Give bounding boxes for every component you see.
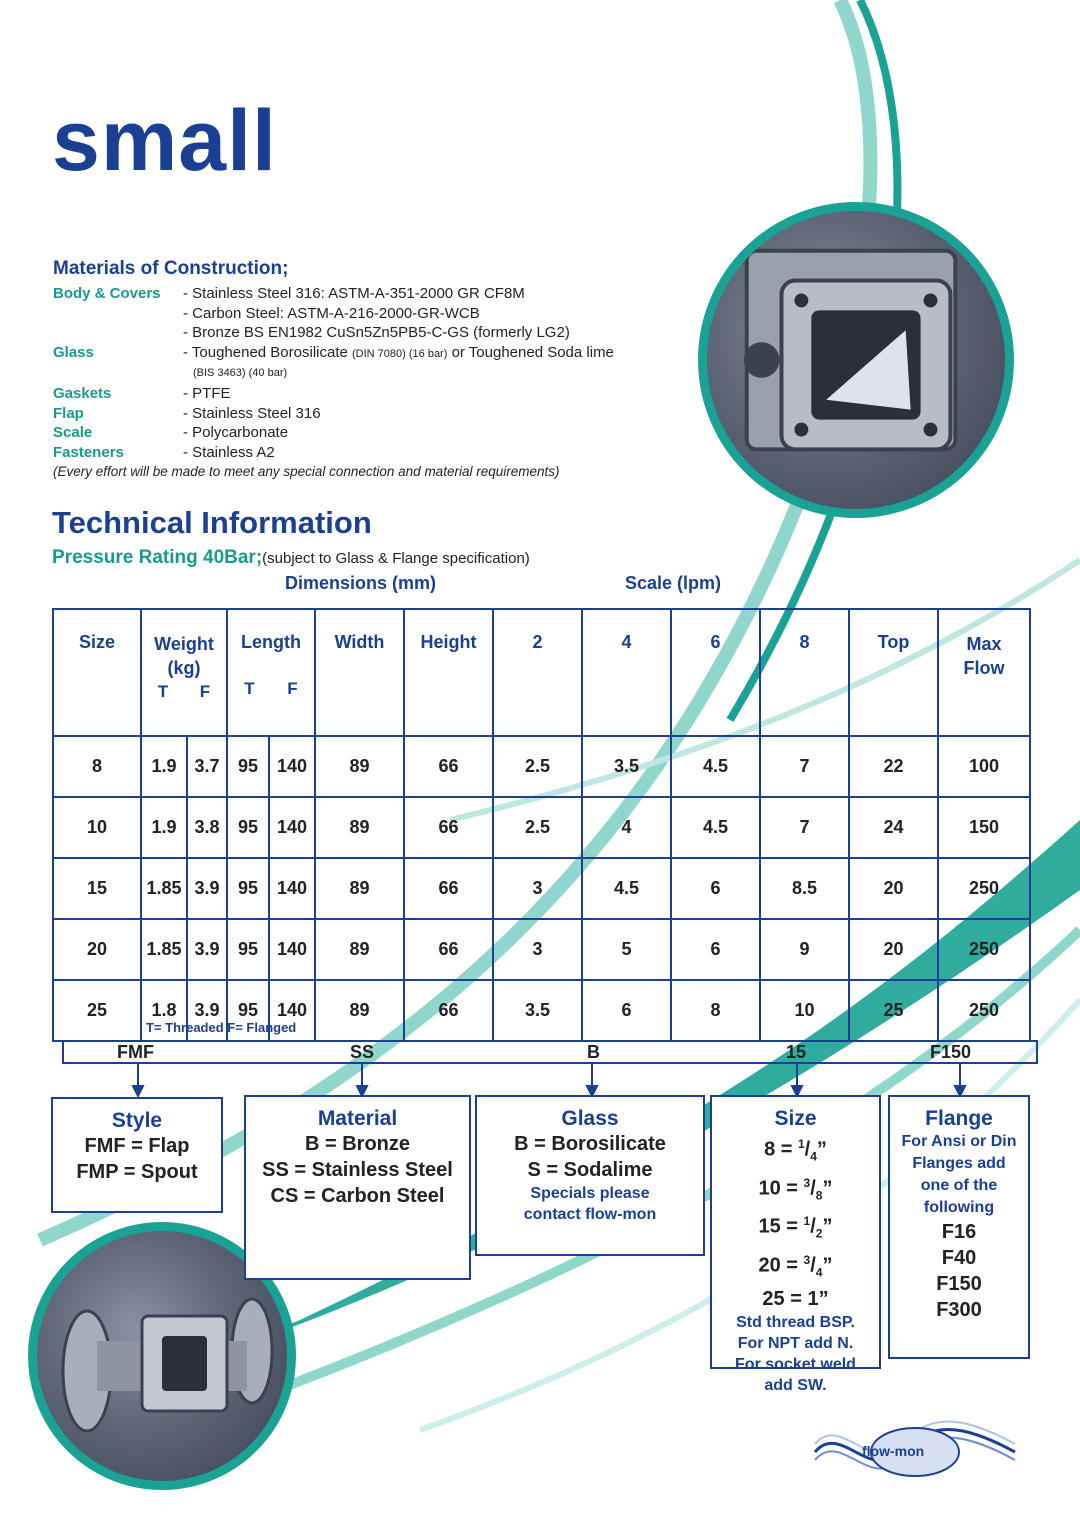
table-cell: 10 [53,797,141,858]
materials-row [53,364,614,384]
flange-option: F150 [936,1273,982,1295]
material-label: Glass [53,343,94,361]
header-max-flow-label: Max Flow [963,634,1005,678]
header-max-flow [938,609,1030,736]
technical-heading: Technical Information [52,505,372,540]
flange-note: following [923,1199,995,1216]
size-option: $10 = ^3/_8$” [758,1175,833,1203]
size-note: Std thread BSP. [736,1313,855,1331]
size-inch: ” [822,1254,833,1277]
table-cell: 95 [227,919,269,980]
page-title: small [52,93,277,189]
header-top: Top [849,609,938,736]
flange-note: Flanges add [912,1155,1006,1172]
header-f: F [199,682,211,701]
table-cell: 250 [938,980,1030,1041]
table-cell: 20 [53,919,141,980]
header-weight-label: Weight (kg) [154,634,214,678]
size-inch: ” [816,1138,827,1161]
flange-option: F300 [936,1299,982,1321]
size-text: 20 = [758,1254,804,1277]
table-cell: 95 [227,736,269,797]
glass-box-title: Glass [561,1107,619,1130]
header-scale-4: 4 [582,609,671,736]
table-cell: 4 [582,797,671,858]
table-cell: 4.5 [582,858,671,919]
table-cell: 89 [315,919,404,980]
material-box [244,1095,471,1280]
table-cell: 8.5 [760,858,849,919]
table-cell: 95 [227,858,269,919]
size-note: For socket weld [735,1355,856,1373]
material-value: - Stainless Steel 316 [183,404,321,422]
material-option: B = Bronze [304,1133,411,1155]
table-cell: 250 [938,858,1030,919]
size-num: 3 [803,1175,811,1190]
table-cell: 1.9 [141,797,187,858]
size-den: 8 [815,1188,823,1203]
header-f: F [287,679,298,698]
scale-heading: Scale (lpm) [625,573,722,593]
glass-box [475,1095,705,1256]
table-cell: 3.9 [187,980,227,1041]
material-value-small: (BIS 3463) (40 bar) [193,367,288,380]
header-length [227,609,315,736]
table-cell: 20 [849,858,938,919]
table-header-row [53,609,1030,736]
size-box [710,1095,881,1394]
flange-option: F16 [941,1221,977,1243]
pressure-rating-value: Pressure Rating 40Bar; [52,547,263,568]
header-width: Width [315,609,404,736]
material-value-part: or Toughened Soda lime [451,343,614,361]
code-flange: F150 [930,1042,972,1062]
table-cell: 8 [671,980,760,1041]
table-cell: 66 [404,736,493,797]
materials-row [53,443,614,463]
size-text: 8 = [764,1138,798,1161]
table-cell: 89 [315,797,404,858]
material-value: - Polycarbonate [183,424,289,442]
table-cell: 66 [404,797,493,858]
flange-box [888,1095,1030,1359]
material-value [183,343,614,365]
table-cell: 6 [671,919,760,980]
table-cell: 95 [227,980,269,1041]
table-cell: 1.9 [141,736,187,797]
table-cell: 1.8 [141,980,187,1041]
materials-list [53,284,614,482]
flange-note: For Ansi or Din [901,1133,1017,1150]
table-cell: 3.8 [187,797,227,858]
style-option: FMF = Flap [84,1135,190,1157]
table-cell: 140 [269,736,315,797]
code-material: SS [350,1042,375,1062]
material-value-part: - Toughened Borosilicate [183,343,348,361]
style-option: FMP = Spout [76,1161,198,1183]
style-box-title: Style [111,1109,163,1132]
table-cell: 3.9 [187,858,227,919]
table-cell: 3 [493,858,582,919]
size-num: 1 [797,1137,805,1151]
table-cell: 6 [582,980,671,1041]
header-scale-8: 8 [760,609,849,736]
table-cell: 3.9 [187,919,227,980]
table-row [53,919,1030,980]
table-cell: 4.5 [671,736,760,797]
table-cell: 89 [315,980,404,1041]
table-cell: 89 [315,858,404,919]
materials-row [53,284,614,304]
table-cell: 25 [849,980,938,1041]
table-cell: 250 [938,919,1030,980]
flange-box-title: Flange [925,1107,993,1130]
table-cell: 22 [849,736,938,797]
table-legend: T= Threaded F= Flanged [146,1020,297,1035]
table-cell: 1.85 [141,858,187,919]
header-scale-6: 6 [671,609,760,736]
table-cell: 66 [404,919,493,980]
material-label: Fasteners [53,443,124,461]
materials-row [53,304,614,324]
material-label: Gaskets [53,384,112,402]
size-option: $15 = ^1/_2$” [758,1214,833,1241]
size-option: $20 = ^3/_4$” [758,1252,833,1280]
table-cell: 89 [315,736,404,797]
size-box-title: Size [774,1107,817,1130]
material-option: SS = Stainless Steel [262,1159,453,1181]
product-photo-threaded [698,202,1014,518]
glass-option: S = Sodalime [527,1159,653,1181]
table-cell: 15 [53,858,141,919]
materials-row [53,384,614,404]
size-num: 1 [803,1214,811,1229]
table-cell: 24 [849,797,938,858]
pressure-note: (subject to Glass & Flange specification) [262,550,530,567]
table-cell: 7 [760,797,849,858]
size-option: 25 = 1” [762,1287,829,1310]
material-value: - Stainless A2 [183,443,275,461]
table-cell: 95 [227,797,269,858]
code-style: FMF [117,1042,154,1062]
size-inch: ” [822,1177,833,1200]
table-cell: 25 [53,980,141,1041]
material-value: - Stainless Steel 316: ASTM-A-351-2000 GR CF8M [183,285,525,302]
table-cell: 6 [671,858,760,919]
table-row [53,736,1030,797]
table-cell: 10 [760,980,849,1041]
table-cell: 100 [938,736,1030,797]
size-note: add SW. [764,1376,827,1394]
size-text: 15 = [758,1215,804,1238]
size-den: 2 [815,1226,823,1241]
size-den: 4 [815,1265,823,1280]
material-value: - Carbon Steel: ASTM-A-216-2000-GR-WCB [183,304,480,322]
spec-table [52,608,1031,1042]
table-row [53,797,1030,858]
header-size: Size [53,609,141,736]
code-glass: B [587,1042,600,1062]
material-option: CS = Carbon Steel [270,1185,445,1207]
material-label [53,323,183,343]
flange-option: F40 [941,1247,977,1269]
glass-note: contact flow-mon [523,1206,657,1223]
table-cell: 8 [53,736,141,797]
material-value: - PTFE [183,384,231,402]
table-cell: 140 [269,797,315,858]
materials-row [53,323,614,343]
material-value: - Bronze BS EN1982 CuSn5Zn5PB5-C-GS (formerly LG2) [183,324,570,342]
size-num: 3 [803,1252,811,1267]
table-cell: 2.5 [493,797,582,858]
materials-row [53,423,614,443]
pressure-rating [52,547,530,569]
size-inch: ” [822,1215,833,1238]
code-arrows [0,1064,1080,1098]
glass-note: Specials please [530,1185,650,1202]
header-t: T [157,682,169,701]
logo-text: flow-mon [862,1443,925,1459]
size-option: $8 = ^1/_4$” [764,1137,827,1164]
material-label: Flap [53,404,84,422]
table-cell: 3.5 [493,980,582,1041]
table-cell: 3 [493,919,582,980]
header-scale-2: 2 [493,609,582,736]
header-weight [141,609,227,736]
material-label: Body & Covers [53,285,161,302]
table-cell: 5 [582,919,671,980]
materials-row [53,404,614,424]
material-box-title: Material [317,1107,398,1130]
sight-glass-threaded-icon [707,211,1005,509]
header-height: Height [404,609,493,736]
material-value-small: (DIN 7080) (16 bar) [352,347,448,360]
table-cell: 20 [849,919,938,980]
table-cell: 140 [269,980,315,1041]
material-label [53,304,183,324]
table-cell: 4.5 [671,797,760,858]
table-cell: 150 [938,797,1030,858]
header-length-label: Length [241,632,301,652]
table-cell: 9 [760,919,849,980]
table-cell: 140 [269,919,315,980]
table-cell: 140 [269,858,315,919]
flange-note: one of the [920,1177,998,1194]
size-text: 10 = [758,1177,804,1200]
table-cell: 66 [404,980,493,1041]
table-cell: 1.85 [141,919,187,980]
table-cell: 2.5 [493,736,582,797]
table-cell: 66 [404,858,493,919]
table-cell: 7 [760,736,849,797]
table-row [53,858,1030,919]
material-label [53,364,183,384]
table-cell: 3.5 [582,736,671,797]
materials-heading: Materials of Construction; [53,258,289,279]
glass-option: B = Borosilicate [514,1133,666,1155]
order-code-bar [62,1040,1038,1064]
dimensions-heading: Dimensions (mm) [285,573,437,593]
style-box [51,1097,223,1213]
size-den: 4 [810,1149,817,1164]
table-cell: 3.7 [187,736,227,797]
code-size: 15 [786,1042,807,1062]
materials-note: (Every effort will be made to meet any special connection and material requirements) [53,464,560,480]
materials-row [53,343,614,365]
header-t: T [244,679,255,698]
size-note: For NPT add N. [737,1334,854,1352]
material-label: Scale [53,424,93,442]
